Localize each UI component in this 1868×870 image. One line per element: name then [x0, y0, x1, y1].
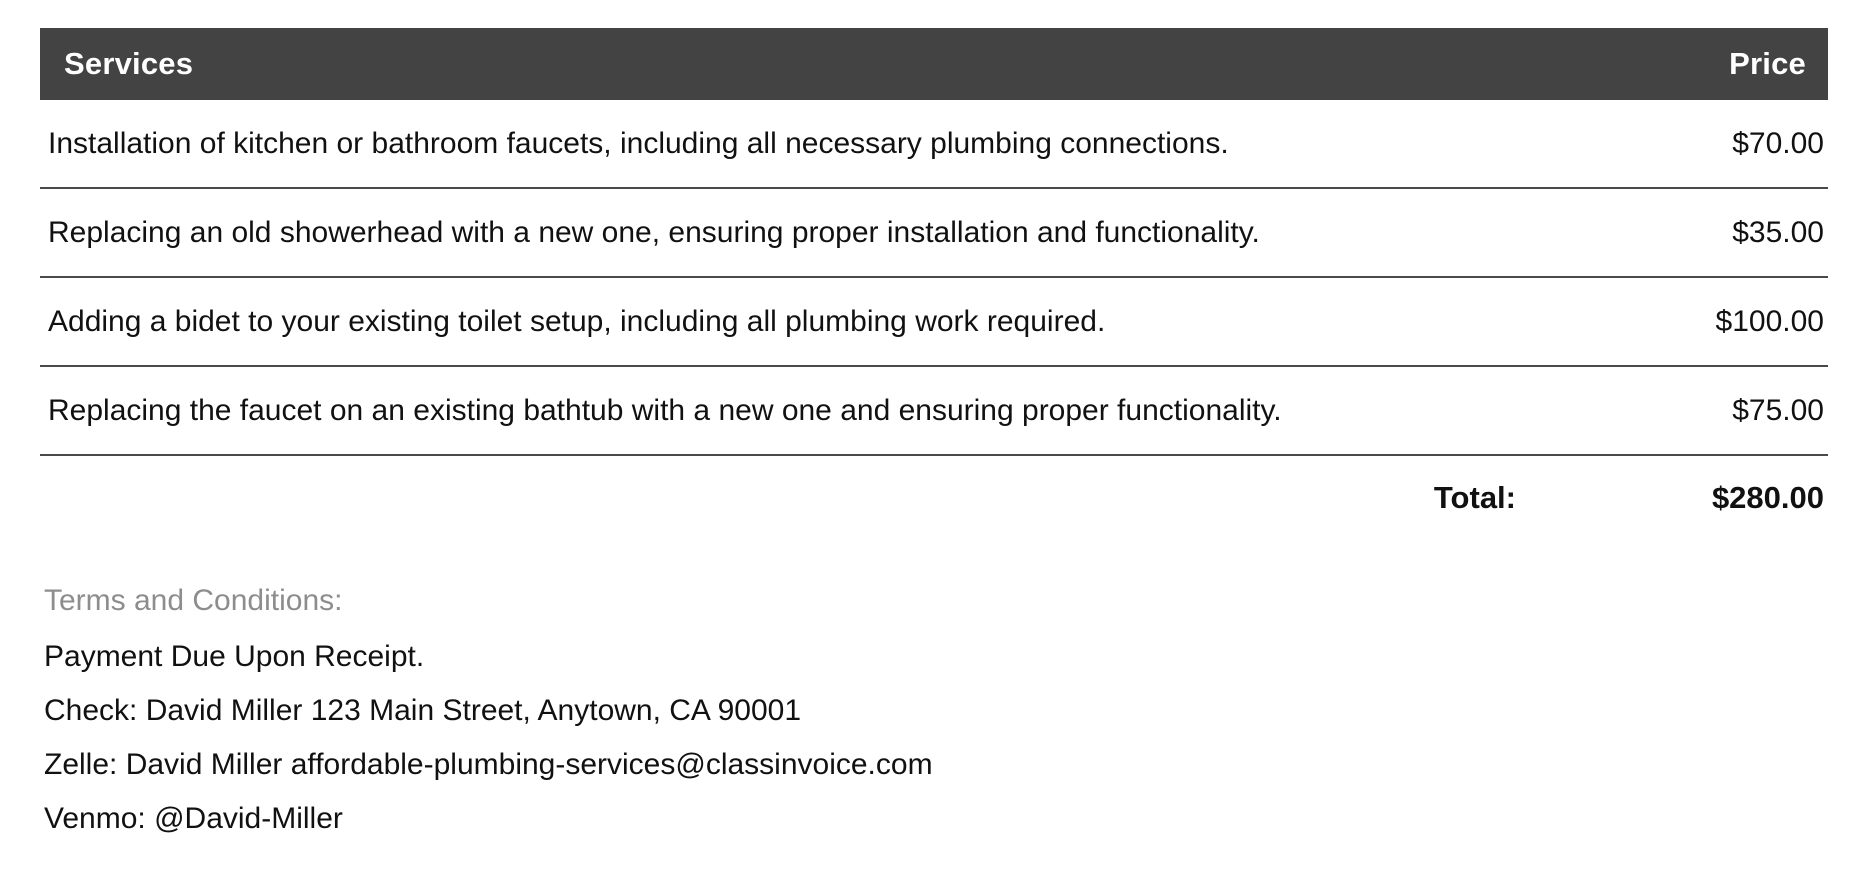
table-row — [40, 277, 1828, 366]
table-total-row — [40, 455, 1828, 540]
table-body — [40, 100, 1828, 540]
service-price: $35.00 — [1546, 188, 1828, 277]
terms-line-zelle: Zelle: David Miller affordable-plumbing-services@classinvoice.com — [44, 748, 933, 781]
total-label: Total: — [1433, 480, 1516, 515]
terms-line-check: Check: David Miller 123 Main Street, Anytown, CA 90001 — [44, 694, 802, 727]
service-price: $70.00 — [1546, 100, 1828, 188]
table-header-row — [40, 28, 1828, 100]
terms-and-conditions — [40, 584, 1828, 846]
total-amount: $280.00 — [1711, 480, 1824, 515]
table-header — [40, 28, 1828, 100]
service-price: $75.00 — [1546, 366, 1828, 455]
column-header-services: Services — [40, 28, 1546, 100]
service-description: Adding a bidet to your existing toilet setup, including all plumbing work required. — [40, 277, 1546, 366]
terms-line-venmo: Venmo: @David-Miller — [44, 802, 343, 835]
services-table — [40, 28, 1828, 540]
service-description: Installation of kitchen or bathroom faucets, including all necessary plumbing connections. — [40, 100, 1546, 188]
service-description: Replacing the faucet on an existing bathtub with a new one and ensuring proper functionality. — [40, 366, 1546, 455]
service-description: Replacing an old showerhead with a new one, ensuring proper installation and functionality. — [40, 188, 1546, 277]
column-header-price: Price — [1546, 28, 1828, 100]
table-row — [40, 366, 1828, 455]
terms-title: Terms and Conditions: — [44, 584, 343, 617]
table-row — [40, 188, 1828, 277]
terms-line-payment: Payment Due Upon Receipt. — [44, 640, 425, 673]
table-row — [40, 100, 1828, 188]
service-price: $100.00 — [1546, 277, 1828, 366]
